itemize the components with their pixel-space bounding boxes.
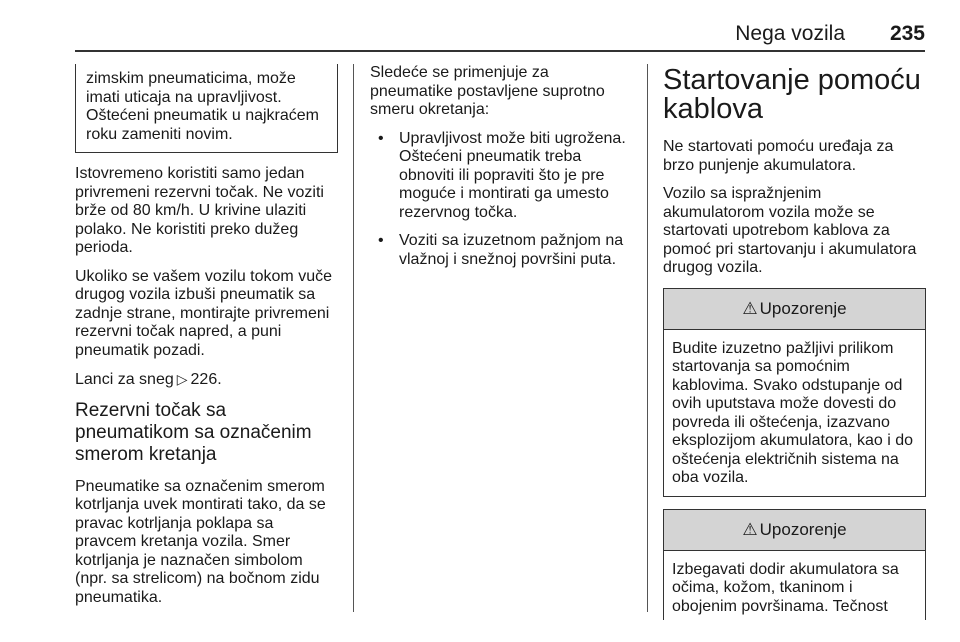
column-middle <box>370 64 633 279</box>
warning-text: Izbegavati dodir akumulatora sa očima, kožom, tkaninom i obojenim površinama. Tečnost <box>672 560 899 615</box>
paragraph: Sledeće se primenjuje za pneumatike postavljene suprotno smeru okretanja: <box>370 64 605 118</box>
page-reference-arrow-icon: ▷ <box>176 371 188 387</box>
warning-triangle-icon: ⚠ <box>742 298 758 318</box>
warning-text: Budite izuzetno pažljivi prilikom startovanja sa pomoćnim kablovima. Svako odstupanje od ovih uputstava može dovesti do povreda ili oštećenja, izazvano eksplozijom akumulatora, kao i do oštećenja električnih sistema na oba vozila. <box>672 339 914 486</box>
cross-reference-label: Lanci za sneg <box>75 371 174 388</box>
paragraph: Ukoliko se vašem vozilu tokom vuče drugog vozila izbuši pneumatik sa zadnje strane, montirajte privremeni rezervni točak napred, a puni pneumatik pozadi. <box>75 267 332 359</box>
column-divider <box>353 64 354 612</box>
column-left <box>75 64 338 617</box>
warning-box <box>663 288 926 497</box>
page-header <box>75 22 925 52</box>
list-item: • Upravljivost može biti ugrožena. Oštećeni pneumatik treba obnoviti ili popraviti što je pre moguće i montirati ga umesto rezervnog točka. <box>370 130 633 223</box>
warning-triangle-icon: ⚠ <box>742 519 758 539</box>
column-divider <box>647 64 648 612</box>
paragraph: Pneumatike sa označenim smerom kotrljanja uvek montirati tako, da se pravac kotrljanja poklapa sa pravcem kretanja vozila. Smer kotrljanja je naznačen simbolom (npr. sa strelicom) na bočnom zidu pneumatika. <box>75 477 326 606</box>
section-title: Nega vozila <box>735 22 845 45</box>
paragraph: Vozilo sa ispražnjenim akumulatorom vozila može se startovati upotrebom kablova za pomoć pri startovanju i akumulatora drugog vozila. <box>663 185 917 276</box>
warning-title: Upozorenje <box>759 519 847 539</box>
paragraph: Ne startovati pomoću uređaja za brzo punjenje akumulatora. <box>663 138 894 174</box>
paragraph: Istovremeno koristiti samo jedan privremeni rezervni točak. Ne voziti brže od 80 km/h. U krivine ulaziti polako. Ne koristiti preko dužeg perioda. <box>75 165 324 256</box>
page-number: 235 <box>889 22 925 45</box>
list-item: • Voziti sa izuzetnom pažnjom na vlažnoj i snežnoj površini puta. <box>370 232 633 269</box>
warning-body <box>664 551 925 620</box>
bullet-list <box>370 130 633 270</box>
warning-header <box>664 510 925 551</box>
warning-title: Upozorenje <box>759 298 847 318</box>
chapter-heading: Startovanje pomoću kablova <box>663 64 921 125</box>
section-heading: Rezervni točak sa pneumatikom sa označenim smerom kretanja <box>75 399 312 465</box>
column-right <box>663 64 926 632</box>
cross-reference-page: 226. <box>190 371 222 388</box>
continued-warning-box <box>75 64 338 153</box>
warning-continuation-text: zimskim pneumaticima, može imati uticaja na upravljivost. Oštećeni pneumatik u najkraćem roku zameniti novim. <box>86 70 319 143</box>
warning-body <box>664 330 925 496</box>
warning-box <box>663 509 926 620</box>
warning-header <box>664 289 925 330</box>
cross-reference <box>75 370 338 390</box>
